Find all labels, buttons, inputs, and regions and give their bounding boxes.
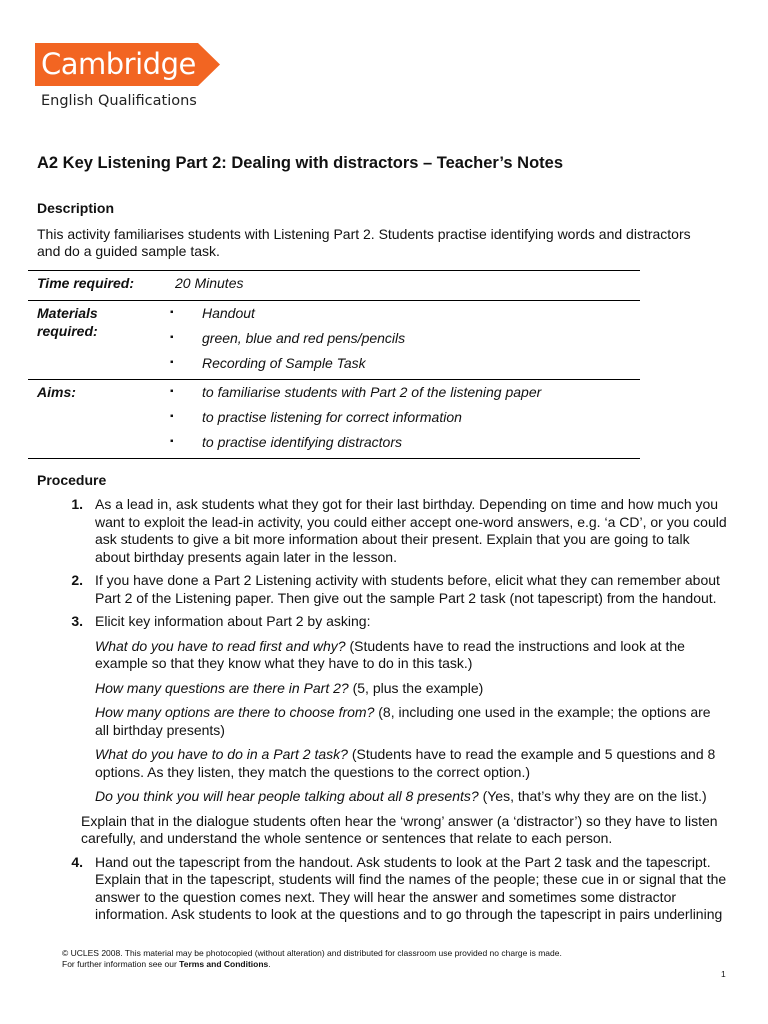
- question-text: How many questions are there in Part 2?: [95, 679, 349, 696]
- question-item: [95, 680, 727, 698]
- answer-text: (5, plus the example): [348, 679, 484, 696]
- procedure-list: [37, 496, 727, 930]
- description-heading: Description: [37, 200, 115, 216]
- time-label: Time required:: [37, 275, 134, 291]
- table-row: [28, 301, 640, 380]
- footer-info: For further information see our Terms and Conditions.: [62, 959, 271, 969]
- item-text: As a lead in, ask students what they got for their last birthday. Depending on time and how much you want to exploit the lead-in activity, you could either accept one-word answers, e.g. ‘a CD’, or you could ask students to give a bit more information about their present. Explain that you are going to talk about birthday presents again later in the lesson.: [95, 496, 727, 565]
- explain-text: Explain that in the dialogue students often hear the ‘wrong’ answer (a ‘distractor’) so they have to listen carefully, and understand the whole sentence or sentences that relate to each person.: [81, 812, 718, 846]
- bullet-icon: ▪: [170, 411, 174, 422]
- answer-text: (8, including one used in the example; the options are all birthday presents): [95, 704, 711, 738]
- list-item: ▪ to familiarise students with Part 2 of the listening paper: [162, 383, 640, 408]
- list-item: [37, 572, 727, 607]
- bullet-icon: ▪: [170, 436, 174, 447]
- logo-subtitle: English Qualifications: [41, 93, 197, 109]
- list-item: [37, 854, 727, 924]
- copyright-text: © UCLES 2008. This material may be photocopied (without alteration) and distributed for classroom use provided no charge is made.: [62, 948, 562, 958]
- item-text: Elicit key information about Part 2 by asking:: [95, 613, 371, 629]
- question-item: [95, 638, 727, 673]
- question-item: [95, 704, 727, 739]
- list-item: [37, 613, 727, 806]
- question-item: [95, 746, 727, 781]
- item-number: 2.: [71, 572, 83, 588]
- item-text: Hand out the tapescript from the handout. Ask students to look at the Part 2 task and the tapescript. Explain that in the tapescript, students will find the names of the people; these cue in or signal that the answer to the question comes next. They will hear the answer and sometimes some distractor information. Ask students to look at the questions and to go through the tapescript in pairs underlining: [95, 853, 727, 922]
- materials-list: [162, 301, 640, 380]
- bullet-icon: ▪: [170, 357, 174, 368]
- bullet-icon: ▪: [170, 307, 174, 318]
- list-item: [37, 496, 727, 566]
- list-item: ▪ to practise identifying distractors: [162, 433, 640, 458]
- item-text: If you have done a Part 2 Listening activity with students before, elicit what they can remember about Part 2 of the Listening paper. Then give out the sample Part 2 task (not tapescript) from the handout.: [95, 572, 720, 606]
- aims-label: Aims:: [37, 384, 76, 400]
- list-item: ▪ Handout: [162, 304, 640, 329]
- list-item: ▪ Recording of Sample Task: [162, 354, 640, 379]
- bullet-icon: ▪: [170, 332, 174, 343]
- list-item: ▪ green, blue and red pens/pencils: [162, 329, 640, 354]
- item-number: 4.: [71, 853, 83, 870]
- materials-label: Materials required:: [37, 305, 98, 339]
- table-row: [28, 380, 640, 459]
- question-text: How many options are there to choose from?: [95, 704, 375, 720]
- page-number: 1: [721, 969, 726, 979]
- time-value: 20 Minutes: [175, 275, 244, 291]
- item-number: 3.: [71, 613, 83, 629]
- terms-link[interactable]: Terms and Conditions: [179, 959, 269, 969]
- answer-text: (Yes, that’s why they are on the list.): [478, 788, 707, 804]
- question-text: What do you have to do in a Part 2 task?: [95, 746, 348, 762]
- question-item: [95, 788, 727, 806]
- item-number: 1.: [71, 496, 83, 512]
- bullet-icon: ▪: [170, 386, 174, 397]
- answer-text: (Students have to read the instructions and look at the example so that they know what they have to do in this task.): [95, 637, 685, 671]
- page-title: A2 Key Listening Part 2: Dealing with distractors – Teacher’s Notes: [37, 154, 564, 172]
- info-table: [28, 270, 640, 459]
- table-row: [28, 271, 640, 301]
- item-body: [83, 613, 727, 806]
- question-text: What do you have to read first and why?: [95, 637, 346, 654]
- aims-list: [162, 380, 640, 459]
- footer: [62, 948, 562, 970]
- question-text: Do you think you will hear people talking about all 8 presents?: [95, 788, 479, 804]
- procedure-heading: Procedure: [37, 472, 107, 488]
- cambridge-wordmark: Cambridge: [41, 47, 196, 81]
- description-text: This activity familiarises students with Listening Part 2. Students practise identifying words and distractors and do a guided sample task.: [37, 226, 691, 259]
- answer-text: (Students have to read the example and 5 questions and 8 options. As they listen, they match the questions to the correct option.): [95, 746, 716, 780]
- list-item: ▪ to practise listening for correct information: [162, 408, 640, 433]
